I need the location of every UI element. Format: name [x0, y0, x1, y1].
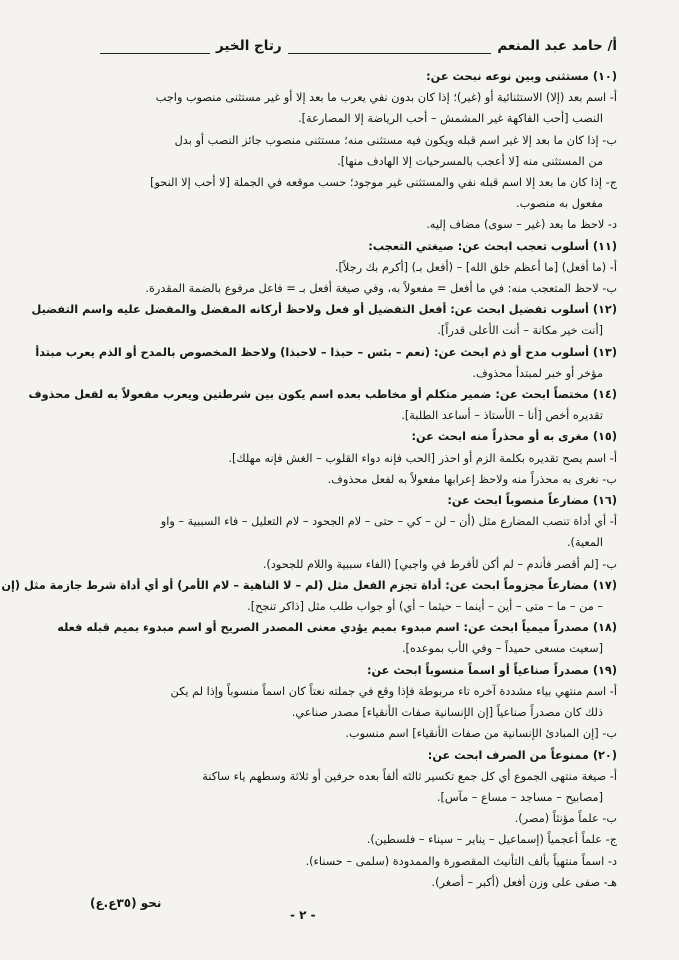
section-heading: (١٨) مصدراً ميمياً ابحث عن: اسم مبدوء بميم يؤدي معنى المصدر الصريح أو اسم مبدوء بميم قبله فعله: [57, 621, 617, 635]
text-line: هـ- صفى على وزن أفعل (أكبر – أصغر).: [431, 875, 617, 889]
section-heading: (١٣) أسلوب مدح أو ذم ابحث عن: (نعم – بئس – حبذا – لاحبذا) ولاحظ المخصوص بالمدح أو الذم يعرب مبتدأ: [35, 345, 617, 359]
section-heading: (١٠) مستثنى وبين نوعه نبحث عن:: [426, 70, 617, 83]
text-line: ب- [إن المبادئ الإنسانية من صفات الأنقياء] اسم منسوب.: [345, 727, 617, 741]
section: [30, 490, 617, 575]
section-heading: (١٩) مصدراً صناعياً أو اسماً منسوباً ابحث عن:: [366, 663, 617, 677]
header-rule-end: [100, 42, 210, 54]
text-line: تقديره أخص [أنا – الأستاذ – أساعد الطلبة].: [401, 409, 603, 423]
section: [30, 426, 617, 490]
section: [30, 236, 617, 300]
section-heading: (١٢) أسلوب تفضيل ابحث عن: أفعل التفضيل أو فعل ولاحظ أركانه المفضل والمفضل عليه واسم التفضيل: [31, 303, 617, 317]
text-line: النصب [أحب الفاكهة غير المشمش – أحب الرياضة إلا المصارعة].: [298, 112, 603, 126]
section-heading: (٢٠) ممنوعاً من الصرف ابحث عن:: [427, 748, 617, 762]
header-rule: [288, 42, 492, 54]
text-line: ذلك كان مصدراً صناعياً [إن الإنسانية صفات الأنقياء] مصدر صناعي.: [291, 706, 603, 720]
text-line: من المستثنى منه [لا أعجب بالمسرحيات إلا الهادف منها].: [337, 154, 603, 168]
teacher-name: أ/ حامد عبد المنعم: [497, 38, 617, 54]
section-heading: (١١) أسلوب تعجب ابحث عن: صيغتي التعجب:: [368, 239, 617, 253]
text-line: أ- اسم يصح تقديره بكلمة الزم أو احذر [الحب فإنه دواء القلوب – الغش فإنه مهلك].: [228, 451, 617, 465]
section: [30, 384, 617, 426]
school-name: رتاج الخير: [216, 38, 282, 54]
text-line: ب- إذا كان ما بعد إلا غير اسم قبله ويكون فيه مستثنى منه؛ مستثنى منصوب جائز النصب أو بدل: [174, 133, 617, 147]
section: [30, 299, 617, 341]
text-line: أ- أي أداة تنصب المضارع مثل (أن – لن – كي – حتى – لام الجحود – لام التعليل – فاء السببية – واو: [160, 515, 617, 529]
section-heading: (١٤) مختصاً ابحث عن: ضمير متكلم أو مخاطب بعده اسم يكون بين شرطتين ويعرب مفعولاً به لفعل محذوف: [28, 388, 617, 402]
section: [30, 660, 617, 745]
section-heading: (١٧) مضارعاً مجزوماً ابحث عن: أداة تجزم الفعل مثل (لم – لا الناهية – لام الأمر) أو أي أداة شرط جازمة مثل (إن: [1, 578, 617, 592]
text-line: أ- (ما أفعل) [ما أعظم خلق الله] – (أفعل بـ) [أكرم بك رجلاً].: [334, 260, 617, 274]
section: [30, 66, 617, 236]
text-line: أ- صيغة منتهى الجموع أي كل جمع تكسير ثالثه ألفاً بعده حرفين أو ثلاثة وسطهم ياء ساكنة: [202, 769, 617, 783]
section: [1, 575, 617, 617]
text-line: [سعيت مسعى حميداً – وفي الأب بموعده].: [401, 642, 603, 656]
section: [30, 745, 617, 893]
text-line: مؤخر أو خبر لمبتدأ محذوف.: [472, 366, 603, 380]
page-header: [100, 38, 617, 54]
text-line: ب- علماً مؤنثاً (مصر).: [514, 812, 617, 826]
section: [30, 617, 617, 659]
text-line: – من – ما – متى – أين – أينما – حيثما – أي) أو جواب طلب مثل [ذاكر تنجح].: [247, 600, 603, 614]
text-line: [أنت خير مكانة – أنت الأعلى قدراً].: [437, 324, 603, 338]
section: [30, 342, 617, 384]
course-code: نحو (٣٥ع.ع): [90, 896, 162, 910]
page-number: - ٢ -: [290, 908, 316, 922]
text-line: أ- اسم منتهي بياء مشددة آخره تاء مربوطة فإذا وقع في جملته نعتاً كان اسماً منسوباً وإذا لم يكن: [170, 684, 617, 698]
text-line: ج- إذا كان ما بعد إلا اسم قبله نفي والمستثنى غير موجود؛ حسب موقعه في الجملة [لا أحب إلا النحو]: [150, 176, 617, 190]
text-line: ج- علماً أعجمياً (إسماعيل – يناير – سيناء – فلسطين).: [366, 833, 617, 847]
text-line: د- لاحظ ما بعد (غير – سوى) مضاف إليه.: [426, 218, 617, 232]
text-line: [مصابيح – مساجد – مساع – مآس].: [436, 790, 603, 804]
section-heading: (١٦) مضارعاً منصوباً ابحث عن:: [447, 494, 617, 508]
text-line: مفعول به منصوب.: [516, 197, 603, 211]
text-line: د- اسماً منتهياً بألف التأنيث المقصورة والممدودة (سلمى – حسناء).: [305, 854, 617, 868]
text-line: ب- لاحظ المتعجب منه: في ما أفعل = مفعولاً به، وفي صيغة أفعل بـ = فاعل مرفوع بالضمة المقدرة.: [145, 282, 617, 296]
text-line: أ- اسم بعد (إلا) الاستثنائية أو (غير)؛ إذا كان بدون نفي يعرب ما بعد إلا أو غير مستثنى منصوب واجب: [155, 91, 617, 105]
text-line: المعية).: [566, 536, 603, 550]
lesson-content: [1, 66, 617, 893]
text-line: ب- نغرى به محذراً منه ولاحظ إعرابها مفعولاً به لفعل محذوف.: [327, 472, 617, 486]
section-heading: (١٥) مغرى به أو محذراً منه ابحث عن:: [411, 430, 617, 444]
text-line: ب- [لم أقصر فأندم – لم أكن لأفرط في واجبي] (الفاء سببية واللام للجحود).: [262, 557, 617, 571]
